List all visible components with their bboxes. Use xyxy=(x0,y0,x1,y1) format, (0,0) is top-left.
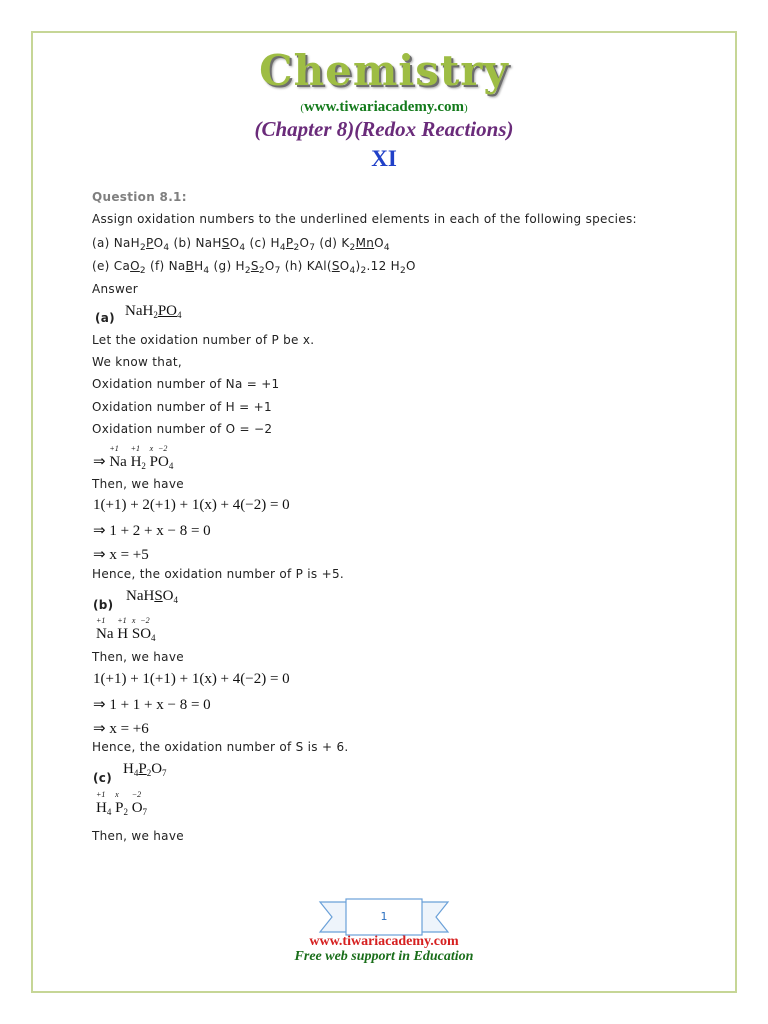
part-b-result: Hence, the oxidation number of S is + 6. xyxy=(92,740,349,754)
site-paren-close: ) xyxy=(463,102,468,114)
part-b-label: (b) xyxy=(93,598,114,612)
site-paren-open: ( xyxy=(300,102,305,114)
class-label: XI xyxy=(371,146,397,171)
part-a-label: (a) xyxy=(95,311,115,325)
part-b-eq3: ⇒ x = +6 xyxy=(93,721,149,737)
part-b-then: Then, we have xyxy=(92,650,184,664)
footer-site-link[interactable]: www.tiwariacademy.com xyxy=(309,934,459,949)
answer-label: Answer xyxy=(92,282,138,296)
part-a-know: We know that, xyxy=(92,355,182,369)
question-prompt: Assign oxidation numbers to the underlined elements in each of the following species: xyxy=(92,212,637,226)
part-a-then: Then, we have xyxy=(92,477,184,491)
part-a-eq3: ⇒ x = +5 xyxy=(93,547,149,563)
part-a-eq1: 1(+1) + 2(+1) + 1(x) + 4(−2) = 0 xyxy=(93,497,290,513)
part-a-result: Hence, the oxidation number of P is +5. xyxy=(92,567,344,581)
question-label: Question 8.1: xyxy=(92,190,187,204)
part-c-ox-formula: +1 $H_4$ x $P_2$ −2 $O_7$ xyxy=(96,790,148,817)
part-a-na: Oxidation number of Na = +1 xyxy=(92,377,280,391)
part-a-let: Let the oxidation number of P be x. xyxy=(92,333,315,347)
chapter-title: (Chapter 8)(Redox Reactions) xyxy=(254,117,514,141)
part-a-ox-formula: ⇒ +1 Na +1 $H_2$ x P −2 $O_4$ xyxy=(93,444,174,471)
part-b-eq1: 1(+1) + 1(+1) + 1(x) + 4(−2) = 0 xyxy=(93,671,290,687)
part-b-ox-formula: +1 Na +1 H x S −2 $O_4$ xyxy=(96,616,156,643)
part-c-label: (c) xyxy=(93,771,112,785)
species-line-2: (e) CaO$_2$ (f) NaBH$_4$ (g) $H_2S_2O_7$ (h) $KAl(SO_4)_2.12$ $H_2O$ xyxy=(92,259,416,276)
part-c-then: Then, we have xyxy=(92,829,184,843)
footer-tagline: Free web support in Education xyxy=(294,949,474,964)
part-a-o: Oxidation number of O = −2 xyxy=(92,422,273,436)
species-line-1: (a) $NaH_2PO_4$ (b) NaHSO$_4$ (c) $H_4P_2O_7$ (d) $K_2MnO_4$ xyxy=(92,236,390,253)
part-b-eq2: ⇒ 1 + 1 + x − 8 = 0 xyxy=(93,697,211,713)
part-a-formula: $NaH_2PO_4$ xyxy=(125,303,182,320)
site-url: www.tiwariacademy.com xyxy=(304,99,464,115)
page-title: Chemistry xyxy=(259,46,509,95)
part-b-formula: NaHSO$_4$ xyxy=(126,588,179,605)
part-a-eq2: ⇒ 1 + 2 + x − 8 = 0 xyxy=(93,523,211,539)
part-c-formula: $H_4P_2O_7$ xyxy=(123,761,167,778)
part-a-h: Oxidation number of H = +1 xyxy=(92,400,272,414)
page-number: 1 xyxy=(380,910,388,923)
site-link[interactable] xyxy=(0,99,768,116)
